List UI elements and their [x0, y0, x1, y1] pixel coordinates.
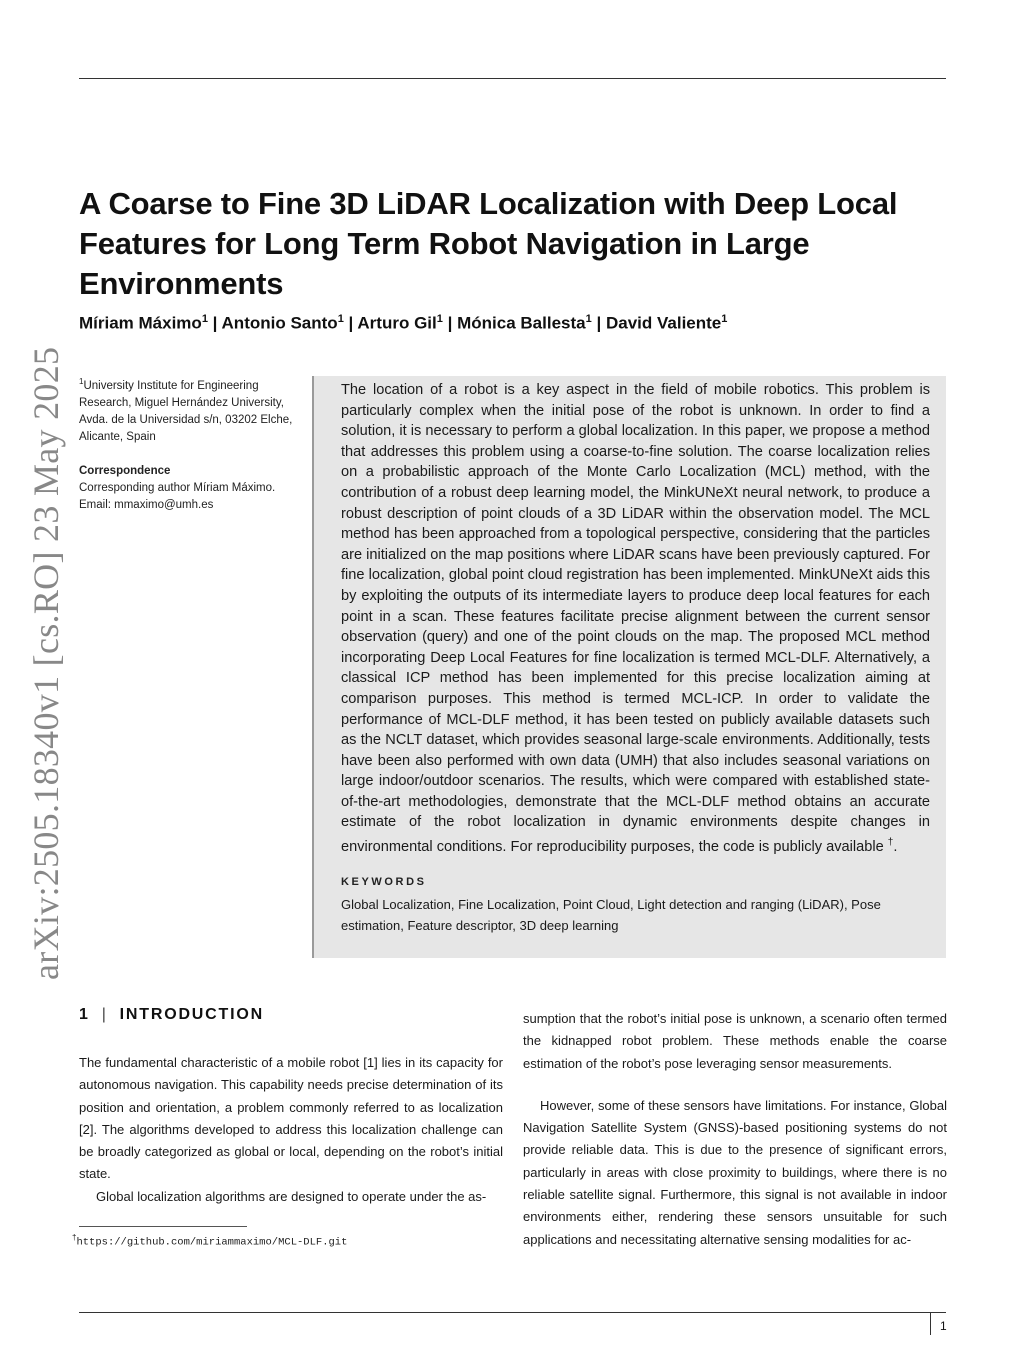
abstract-box	[312, 376, 946, 958]
abstract-end: .	[893, 838, 898, 855]
footnote-ref-dagger[interactable]: †	[887, 837, 894, 849]
author-name: Mónica Ballesta	[457, 313, 586, 333]
paragraph: The fundamental characteristic of a mobile robot [1] lies in its capacity for autonomous navigation. This capability needs precise determination of its position and orientation, a problem commonly referred to as localization [2]. The algorithms developed to address this localization challenge can be broadly categorized as global or local, depending on the robot’s initial state.	[79, 1055, 503, 1182]
affiliation-mark: 1	[79, 377, 84, 386]
affiliation-block	[79, 373, 301, 514]
author-affiliation-mark: 1	[436, 313, 443, 325]
author-affiliation-mark: 1	[201, 313, 208, 325]
abstract-text: The location of a robot is a key aspect in the field of mobile robotics. This problem is particularly complex when the initial pose of the robot is unknown. In order to find a solution, it is necessary to perform a global localization. In this paper, we propose a method that addresses this problem using a coarse-to-fine solution. The coarse localization relies on a probabilistic approach of the Monte Carlo Localization (MCL) method, with the contribution of a robust deep learning model, the MinkUNeXt neural network, to produce a robust description of point clouds of a 3D LiDAR within the observation model. The MCL method has been approached from a topological perspective, considering that the particles are initialized on the map positions where LiDAR scans have been previously captured. For fine localization, global point cloud registration has been implemented. MinkUNeXt aids this by exploiting the outputs of its intermediate layers to produce deep local features for each point in a scan. These features facilitate precise alignment between the current sensor observation (query) and one of the point clouds on the map. The proposed MCL method incorporating Deep Local Features for fine localization is termed MCL-DLF. Alternatively, a classical ICP method has been implemented for this precise localization aiming at comparison purposes. This method is termed MCL-ICP. In order to validate the performance of MCL-DLF method, it has been tested on publicly available datasets such as the NCLT dataset, which provides seasonal large-scale environments. Additionally, tests have been also performed with own data (UMH) that also includes seasonal variations on large indoor/outdoor scenarios. The results, which were compared with established state-of-the-art methodologies, demonstrate that the MCL-DLF method obtains an accurate estimate of the robot localization in dynamic environments despite changes in environmental conditions. For reproducibility purposes, the code is publicly available	[341, 382, 930, 855]
author-separator: |	[348, 313, 354, 333]
author-affiliation-mark: 1	[337, 313, 344, 325]
author-affiliation-mark: 1	[721, 313, 728, 325]
affiliation-text: University Institute for Engineering Research, Miguel Hernández University, Avda. de la Universidad s/n, 03202 Elche, Alicante, Spain	[79, 379, 293, 443]
correspondence-author: Corresponding author Míriam Máximo.	[79, 481, 276, 494]
body-column-left	[79, 1052, 503, 1208]
correspondence-email: Email: mmaximo@umh.es	[79, 498, 214, 511]
section-number: 1	[79, 1006, 90, 1023]
section-separator: |	[101, 1006, 108, 1023]
author-name: Míriam Máximo	[79, 313, 202, 333]
body-column-right	[523, 1008, 947, 1251]
author-name: Arturo Gil	[357, 313, 437, 333]
paragraph: Global localization algorithms are designed to operate under the as-	[96, 1188, 487, 1204]
section-title: INTRODUCTION	[119, 1006, 264, 1023]
paragraph: sumption that the robot’s initial pose is unknown, a scenario often termed the kidnapped robot problem. These methods enable the coarse estimation of the robot’s pose leveraging sensor measurements.	[523, 1011, 947, 1071]
author-separator: |	[447, 313, 453, 333]
arxiv-identifier: arXiv:2505.18340v1 [cs.RO] 23 May 2025	[26, 346, 66, 980]
section-heading	[79, 1006, 509, 1024]
author-name: Antonio Santo	[221, 313, 338, 333]
paragraph: However, some of these sensors have limitations. For instance, Global Navigation Satellite System (GNSS)-based positioning systems do not provide reliable data. This is due to the presence of significant errors, particularly in areas with close proximity to buildings, where there is no reliable satellite signal. Furthermore, this signal is not available in indoor environments either, rendering these sensors unsuitable for such applications and necessitating alternative sensing modalities for ac-	[523, 1097, 947, 1247]
author-separator: |	[212, 313, 218, 333]
author-separator: |	[596, 313, 602, 333]
keywords-heading: KEYWORDS	[341, 875, 427, 888]
author-name: David Valiente	[605, 313, 722, 333]
author-list	[79, 306, 949, 337]
footnote-mark: †	[72, 1233, 77, 1242]
page-number: 1	[940, 1319, 947, 1333]
footnote	[72, 1233, 492, 1249]
affiliation	[79, 373, 301, 446]
page-number-separator	[930, 1312, 931, 1335]
paper-title: A Coarse to Fine 3D LiDAR Localization with Deep Local Features for Long Term Robot Navigation in Large Environments	[79, 186, 898, 301]
correspondence-heading: Correspondence	[79, 464, 171, 477]
abstract	[341, 380, 930, 858]
keywords-text: Global Localization, Fine Localization, Point Cloud, Light detection and ranging (LiDAR), Pose estimation, Feature descriptor, 3D deep learning	[341, 896, 881, 933]
top-rule	[79, 78, 946, 79]
footnote-rule	[79, 1226, 247, 1227]
footnote-url[interactable]: https://github.com/miriammaximo/MCL-DLF.git	[76, 1236, 348, 1249]
bottom-rule	[79, 1312, 946, 1313]
author-affiliation-mark: 1	[585, 313, 592, 325]
